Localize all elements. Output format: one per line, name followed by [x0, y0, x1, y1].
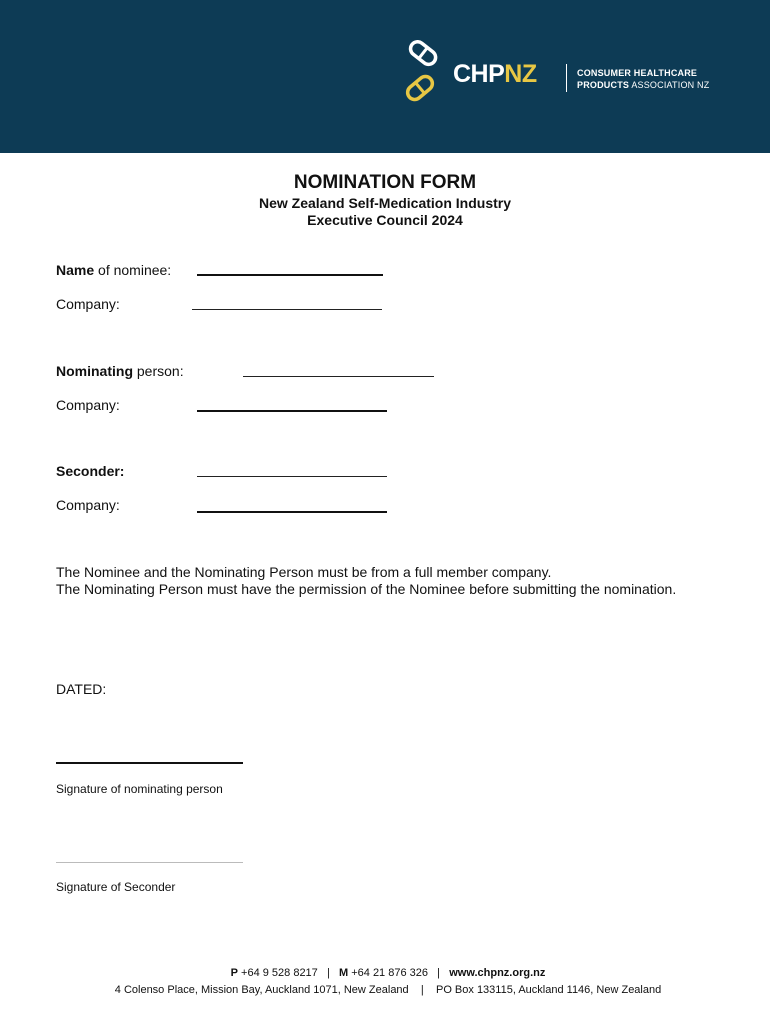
capsule-icon — [398, 40, 442, 106]
footer-contact: P +64 9 528 8217 | M +64 21 876 326 | www.chpnz.org.nz — [230, 967, 546, 979]
seconder-signature-line[interactable] — [56, 862, 243, 863]
seconder-company-field[interactable] — [197, 511, 387, 513]
brand-tagline: CONSUMER HEALTHCARE PRODUCTS ASSOCIATION NZ — [577, 68, 710, 90]
form-subtitle: New Zealand Self-Medication Industry Executive Council 2024 — [258, 195, 512, 228]
nominee-name-field[interactable] — [197, 274, 383, 276]
brand-wordmark: CHPNZ — [453, 60, 537, 88]
website-link[interactable]: www.chpnz.org.nz — [449, 967, 546, 979]
form-title: NOMINATION FORM — [293, 172, 477, 193]
nominee-company-field[interactable] — [192, 309, 382, 310]
seconder-company-label: Company: — [56, 497, 120, 513]
nominating-person-field[interactable] — [243, 376, 434, 377]
nominating-company-label: Company: — [56, 397, 120, 413]
nominee-company-label: Company: — [56, 296, 120, 312]
nominating-person-label: Nominating person: — [56, 363, 184, 379]
eligibility-notes: The Nominee and the Nominating Person must be from a full member company. The Nominating Person must have the permission of the Nominee before submitting the nomination. — [56, 564, 677, 597]
seconder-label: Seconder: — [56, 463, 125, 479]
nominating-company-field[interactable] — [197, 410, 387, 412]
dated-label: DATED: — [56, 681, 107, 697]
nominee-name-label: Name of nominee: — [56, 262, 172, 278]
nominating-signature-label: Signature of nominating person — [56, 782, 223, 796]
seconder-signature-label: Signature of Seconder — [56, 880, 176, 894]
header-banner — [0, 0, 770, 153]
footer-address: 4 Colenso Place, Mission Bay, Auckland 1071, New Zealand | PO Box 133115, Auckland 1146, New Zealand — [114, 984, 662, 996]
brand-divider — [566, 64, 567, 92]
seconder-field[interactable] — [197, 476, 387, 477]
nominating-signature-line[interactable] — [56, 762, 243, 764]
